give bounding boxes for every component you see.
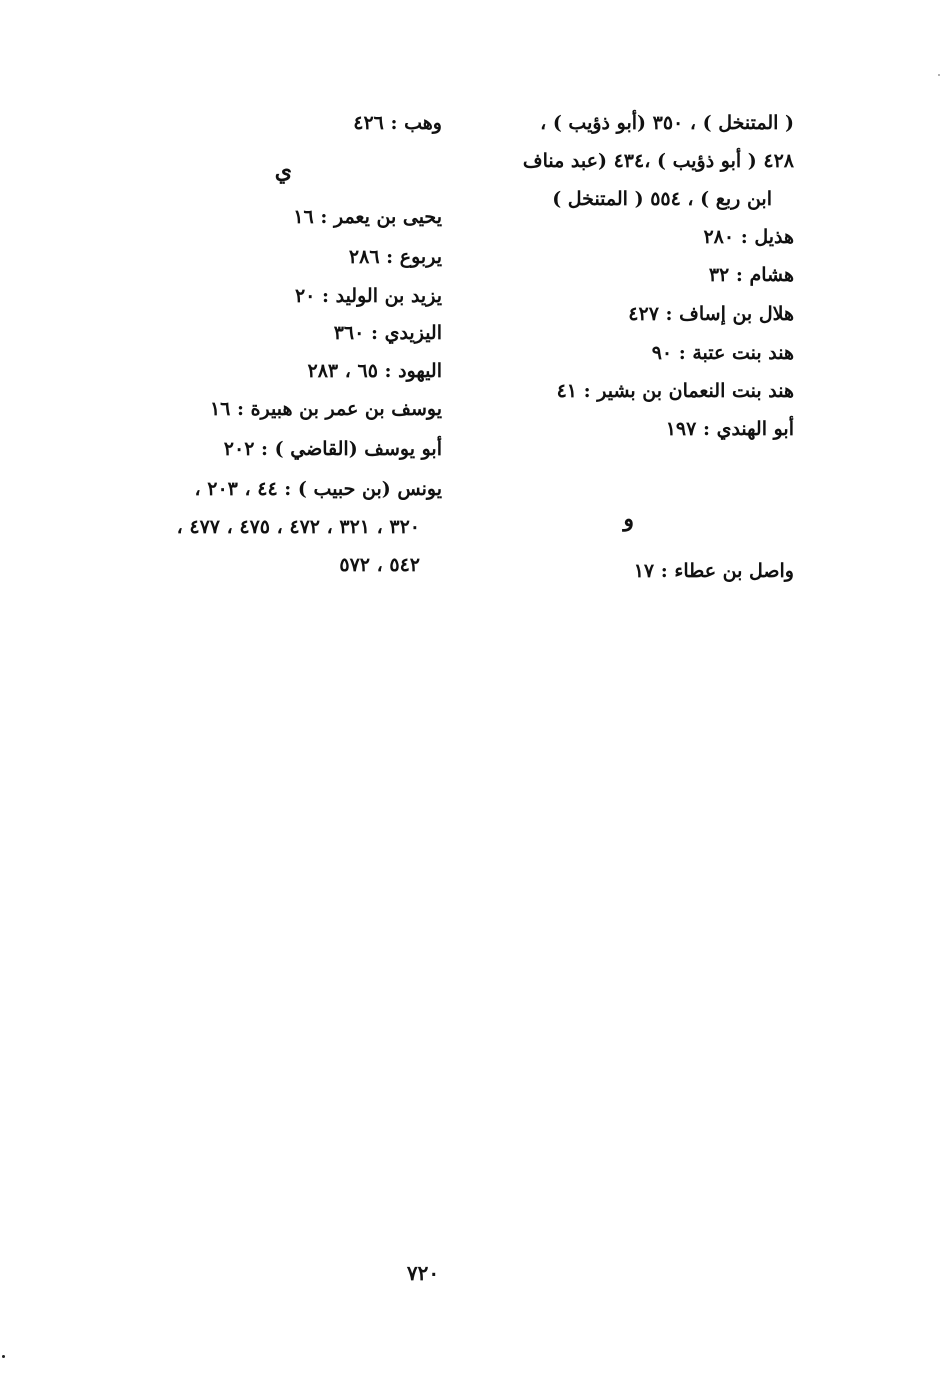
index-entry-line: يونس (بن حبيب ) : ٤٤ ، ٢٠٣ ،	[194, 478, 442, 500]
index-entry: هند بنت النعمان بن بشير : ٤١	[556, 380, 794, 402]
section-letter-ya: ي	[274, 158, 292, 184]
index-entry-line: ( المتنخل ) ، ٣٥٠ (أبو ذؤيب ) ،	[540, 112, 794, 134]
section-letter-waw: و	[623, 506, 634, 532]
index-entry: وهب : ٤٢٦	[353, 112, 442, 134]
index-entry: هشام : ٣٢	[708, 264, 794, 286]
scan-speck	[2, 1355, 5, 1358]
index-entry: يربوع : ٢٨٦	[348, 246, 442, 268]
index-entry-line: ابن ربع ) ، ٥٥٤ ( المتنخل )	[552, 188, 772, 210]
index-entry: واصل بن عطاء : ١٧	[633, 560, 794, 582]
index-entry: هند بنت عتبة : ٩٠	[651, 342, 794, 364]
scan-speck	[938, 74, 940, 76]
index-entry: أبو الهندي : ١٩٧	[665, 418, 794, 440]
page-number: ٧٢٠	[406, 1261, 440, 1285]
index-entry-line: ٣٢٠ ، ٣٢١ ، ٤٧٢ ، ٤٧٥ ، ٤٧٧ ،	[176, 516, 420, 538]
index-entry-line: ٥٤٢ ، ٥٧٢	[339, 554, 420, 576]
index-entry: اليهود : ٦٥ ، ٢٨٣	[307, 360, 442, 382]
index-entry: اليزيدي : ٣٦٠	[333, 322, 442, 344]
index-entry-line: ٤٢٨ ( أبو ذؤيب ) ،٤٣٤ (عبد مناف	[522, 150, 794, 172]
index-entry: هلال بن إساف : ٤٢٧	[628, 303, 794, 325]
index-entry: يحيى بن يعمر : ١٦	[293, 206, 442, 228]
index-entry: أبو يوسف (القاضي ) : ٢٠٢	[223, 438, 442, 460]
index-entry: يوسف بن عمر بن هبيرة : ١٦	[209, 398, 442, 420]
index-entry: هذيل : ٢٨٠	[703, 226, 794, 248]
index-entry: يزيد بن الوليد : ٢٠	[294, 285, 442, 307]
